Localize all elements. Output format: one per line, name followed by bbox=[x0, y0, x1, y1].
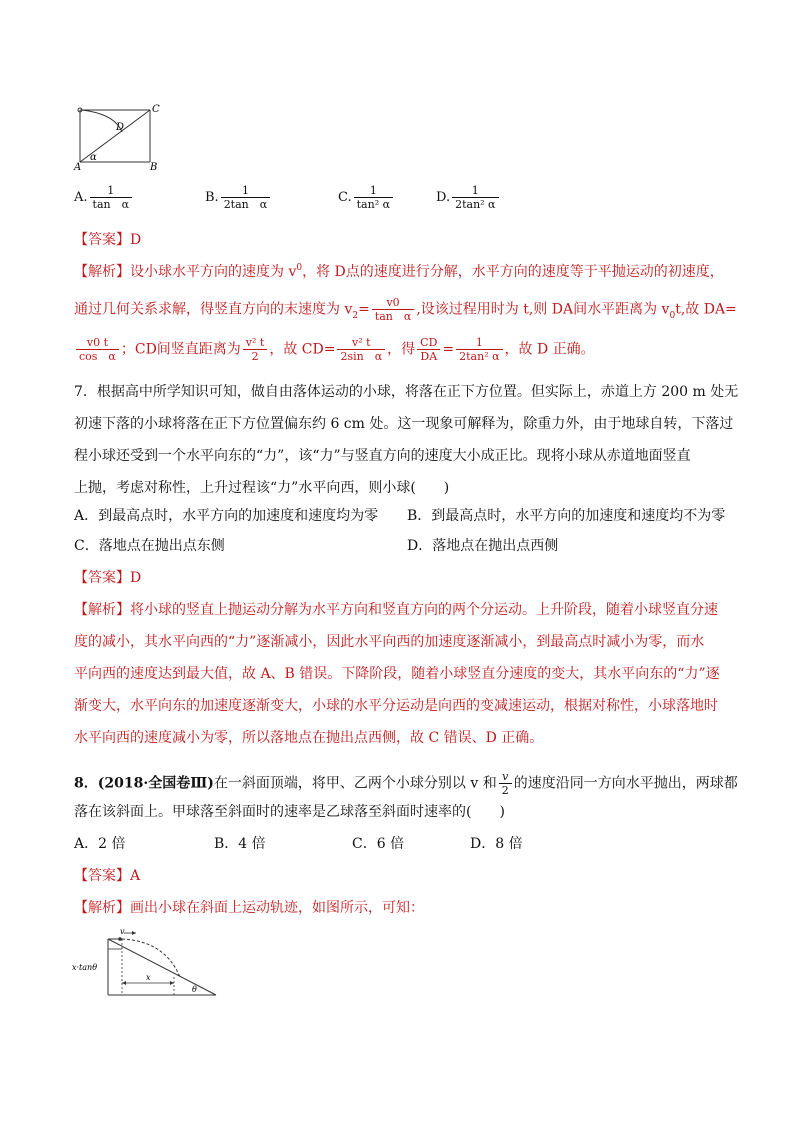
q6-option-d: D. $\frac{1}{\text{2tan² α}}$ bbox=[436, 184, 501, 211]
q6-analysis-line-3: $\frac{v0 t}{\text{cos α}}$ ；CD间竖直距离为 $\frac{\text{v² t}}{2}$ ，故 CD= $\frac{\text{v² t}}{\text{2sin α}}$ ，得 $\frac{CD}{DA}$ = $\frac{1}{\text{2tan² α}}$ ，故 D 正确。 bbox=[74, 336, 595, 363]
q7-analysis-line-3: 平向西的速度达到最大值，故 A、B 错误。下降阶段，随着小球竖直分速度的变大，其水平向东的“力”逐 bbox=[74, 666, 720, 682]
q7-answer: 【答案】D bbox=[74, 570, 142, 586]
q7-analysis-line-5: 水平向西的速度减小为零，所以落地点在抛出点西侧，故 C 错误、D 正确。 bbox=[74, 730, 544, 746]
fig2-label-theta: θ bbox=[192, 985, 197, 994]
q8-option-a: A．2 倍 bbox=[74, 836, 126, 852]
q7-analysis-line-4: 渐变大，水平向东的加速度逐渐变大，小球的水平分运动是向西的变减速运动，根据对称性，小球落地时 bbox=[74, 698, 718, 714]
q6-option-a: A. $\frac{1}{\text{tan α}}$ bbox=[74, 184, 134, 211]
q6-analysis-line-1: 【解析】设小球水平方向的速度为 $v^0$，将 D点的速度进行分解，水平方向的速度等于平抛运动的初速度， bbox=[74, 263, 724, 280]
q8-option-b: B．4 倍 bbox=[214, 836, 266, 852]
q7-analysis-line-1: 【解析】将小球的竖直上抛运动分解为水平方向和竖直方向的两个分运动。上升阶段，随着小球竖直分速 bbox=[74, 602, 718, 618]
fig1-label-a: A bbox=[74, 162, 82, 172]
q6-option-c: C. $\frac{1}{\text{tan² α}}$ bbox=[338, 184, 395, 211]
fig2-label-h: x·tanθ bbox=[72, 963, 98, 972]
q7-option-a: A．到最高点时，水平方向的加速度和速度均为零 bbox=[74, 508, 379, 524]
fig1-label-b: B bbox=[150, 162, 158, 172]
q7-stem-line-2: 初速下落的小球将落在正下方位置偏东约 6 cm 处。这一现象可解释为，除重力外，由于地球自转，下落过 bbox=[74, 416, 734, 432]
q8-option-c: C．6 倍 bbox=[352, 836, 405, 852]
fig2-label-x: x bbox=[146, 973, 151, 982]
q7-option-b: B．到最高点时，水平方向的加速度和速度均不为零 bbox=[407, 508, 726, 524]
q8-stem-line-2: 落在该斜面上。甲球落至斜面时的速率是乙球落至斜面时速率的( ) bbox=[74, 804, 505, 820]
q6-answer: 【答案】D bbox=[74, 232, 142, 248]
q8-answer: 【答案】A bbox=[74, 868, 141, 884]
q7-option-c: C．落地点在抛出点东侧 bbox=[74, 538, 225, 554]
figure-incline-trajectory bbox=[70, 925, 220, 1001]
q7-stem-line-3: 程小球还受到一个水平向东的“力”，该“力”与竖直方向的速度大小成正比。现将小球从赤道地面竖直 bbox=[74, 448, 691, 464]
q8-stem-line-1: 8．(2018·全国卷Ⅲ)在一斜面顶端，将甲、乙两个小球分别以 v 和 $\frac{v}{2}$ 的速度沿同一方向水平抛出，两球都 bbox=[74, 770, 738, 797]
q7-stem-line-4: 上抛，考虑对称性，上升过程该“力”水平向西，则小球( ) bbox=[74, 480, 450, 496]
q6-analysis-line-2: 通过几何关系求解，得竖直方向的末速度为 $v_2=$ $\frac{v0}{\text{tan α}}$ ,设该过程用时为 t,则 DA间水平距离为 $v_0t$,故 DA= bbox=[74, 296, 737, 323]
fig2-label-v: v bbox=[120, 927, 125, 936]
q7-option-d: D．落地点在抛出点西侧 bbox=[407, 538, 559, 554]
q7-stem-line-1: 7．根据高中所学知识可知，做自由落体运动的小球，将落在正下方位置。但实际上，赤道上方 200 m 处无 bbox=[74, 384, 739, 400]
fig1-label-c: C bbox=[152, 104, 160, 115]
q6-option-b: B. $\frac{1}{\text{2tan α}}$ bbox=[205, 184, 272, 211]
q8-option-d: D．8 倍 bbox=[470, 836, 523, 852]
fig1-label-alpha: α bbox=[90, 152, 97, 163]
figure-square-diagram bbox=[70, 100, 170, 172]
q8-analysis-line-1: 【解析】画出小球在斜面上运动轨迹，如图所示，可知： bbox=[74, 900, 424, 916]
q7-analysis-line-2: 度的减小，其水平向西的“力”逐渐减小，因此水平向西的加速度逐渐减小，到最高点时减小为零，而水 bbox=[74, 634, 705, 650]
fig1-label-d: D bbox=[116, 122, 125, 133]
